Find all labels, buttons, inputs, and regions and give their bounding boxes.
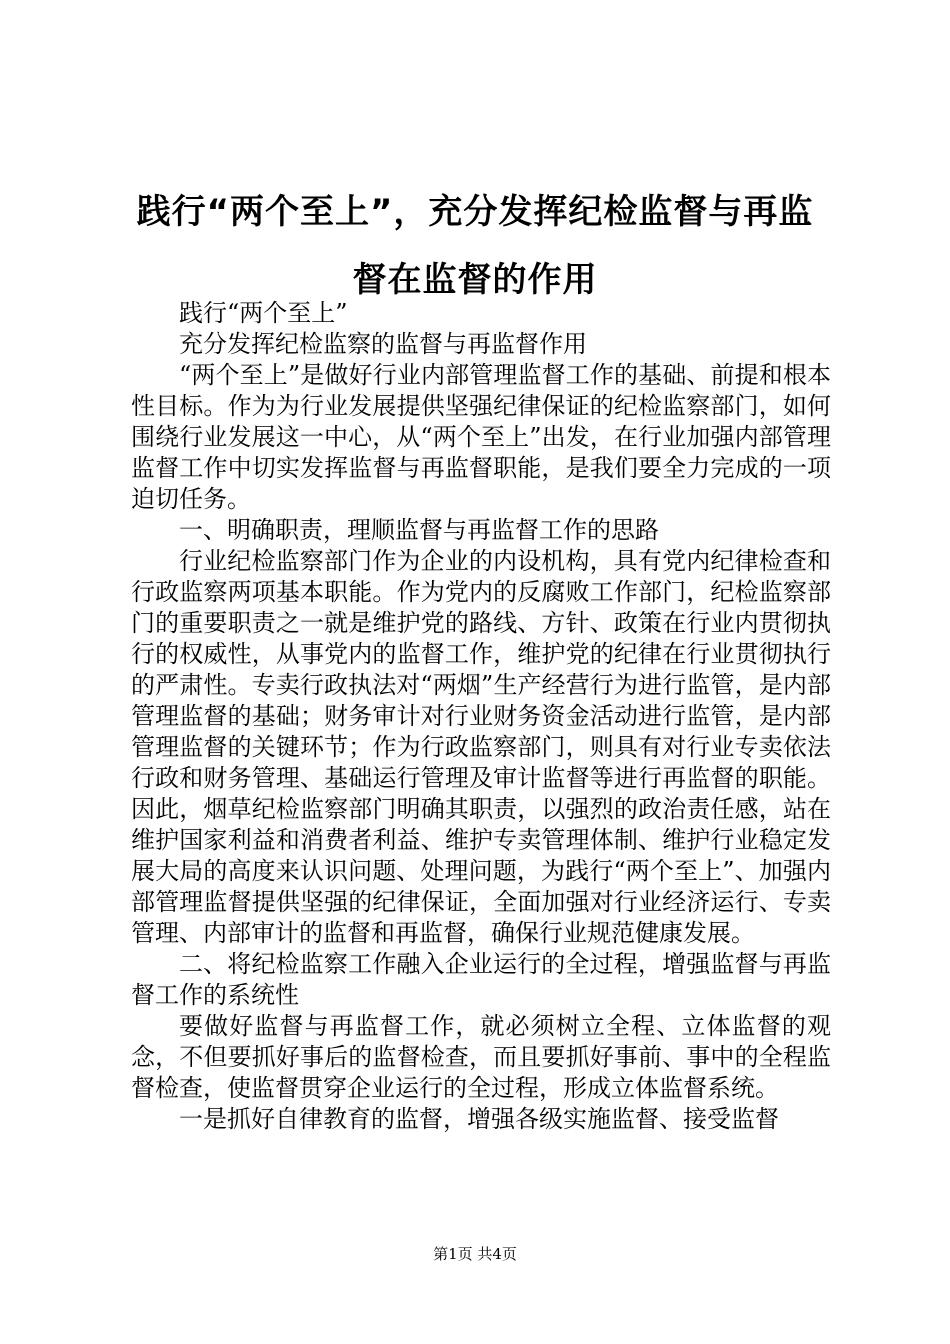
paragraph: 行业纪检监察部门作为企业的内设机构，具有党内纪律检查和行政监察两项基本职能。作为党内的反腐败工作部门，纪检监察部门的重要职责之一就是维护党的路线、方针、政策在行业内贯彻执行的权威性，从事党内的监督工作，维护党的纪律在行业贯彻执行的严肃性。专卖行政执法对“两烟”生产经营行为进行监管，是内部管理监督的基础；财务审计对行业财务资金活动进行监管，是内部管理监督的关键环节；作为行政监察部门，则具有对行业专卖依法行政和财务管理、基础运行管理及审计监督等进行再监督的职能。因此，烟草纪检监察部门明确其职责，以强烈的政治责任感，站在维护国家利益和消费者利益、维护专卖管理体制、维护行业稳定发展大局的高度来认识问题、处理问题，为践行“两个至上”、加强内部管理监督提供坚强的纪律保证，全面加强对行业经济运行、专卖管理、内部审计的监督和再监督，确保行业规范健康发展。 (131, 547, 831, 947)
document-body (131, 298, 831, 1135)
section-heading: 二、将纪检监察工作融入企业运行的全过程，增强监督与再监督工作的系统性 (131, 950, 831, 1009)
paragraph: 践行“两个至上” (179, 299, 348, 327)
paragraph: 充分发挥纪检监察的监督与再监督作用 (179, 330, 587, 358)
paragraph: 要做好监督与再监督工作，就必须树立全程、立体监督的观念，不但要抓好事后的监督检查，而且要抓好事前、事中的全程监督检查，使监督贯穿企业运行的全过程，形成立体监督系统。 (131, 1012, 831, 1102)
paragraph: “两个至上”是做好行业内部管理监督工作的基础、前提和根本性目标。作为为行业发展提供坚强纪律保证的纪检监察部门，如何围绕行业发展这一中心，从“两个至上”出发，在行业加强内部管理监督工作中切实发挥监督与再监督职能，是我们要全力完成的一项迫切任务。 (131, 361, 831, 513)
paragraph: 一是抓好自律教育的监督，增强各级实施监督、接受监督 (179, 1105, 779, 1133)
document-title: 践行“两个至上”，充分发挥纪检监督与再监督在监督的作用 (136, 192, 814, 300)
section-heading: 一、明确职责，理顺监督与再监督工作的思路 (179, 516, 659, 544)
page-footer: 第1页 共4页 (433, 1245, 517, 1263)
